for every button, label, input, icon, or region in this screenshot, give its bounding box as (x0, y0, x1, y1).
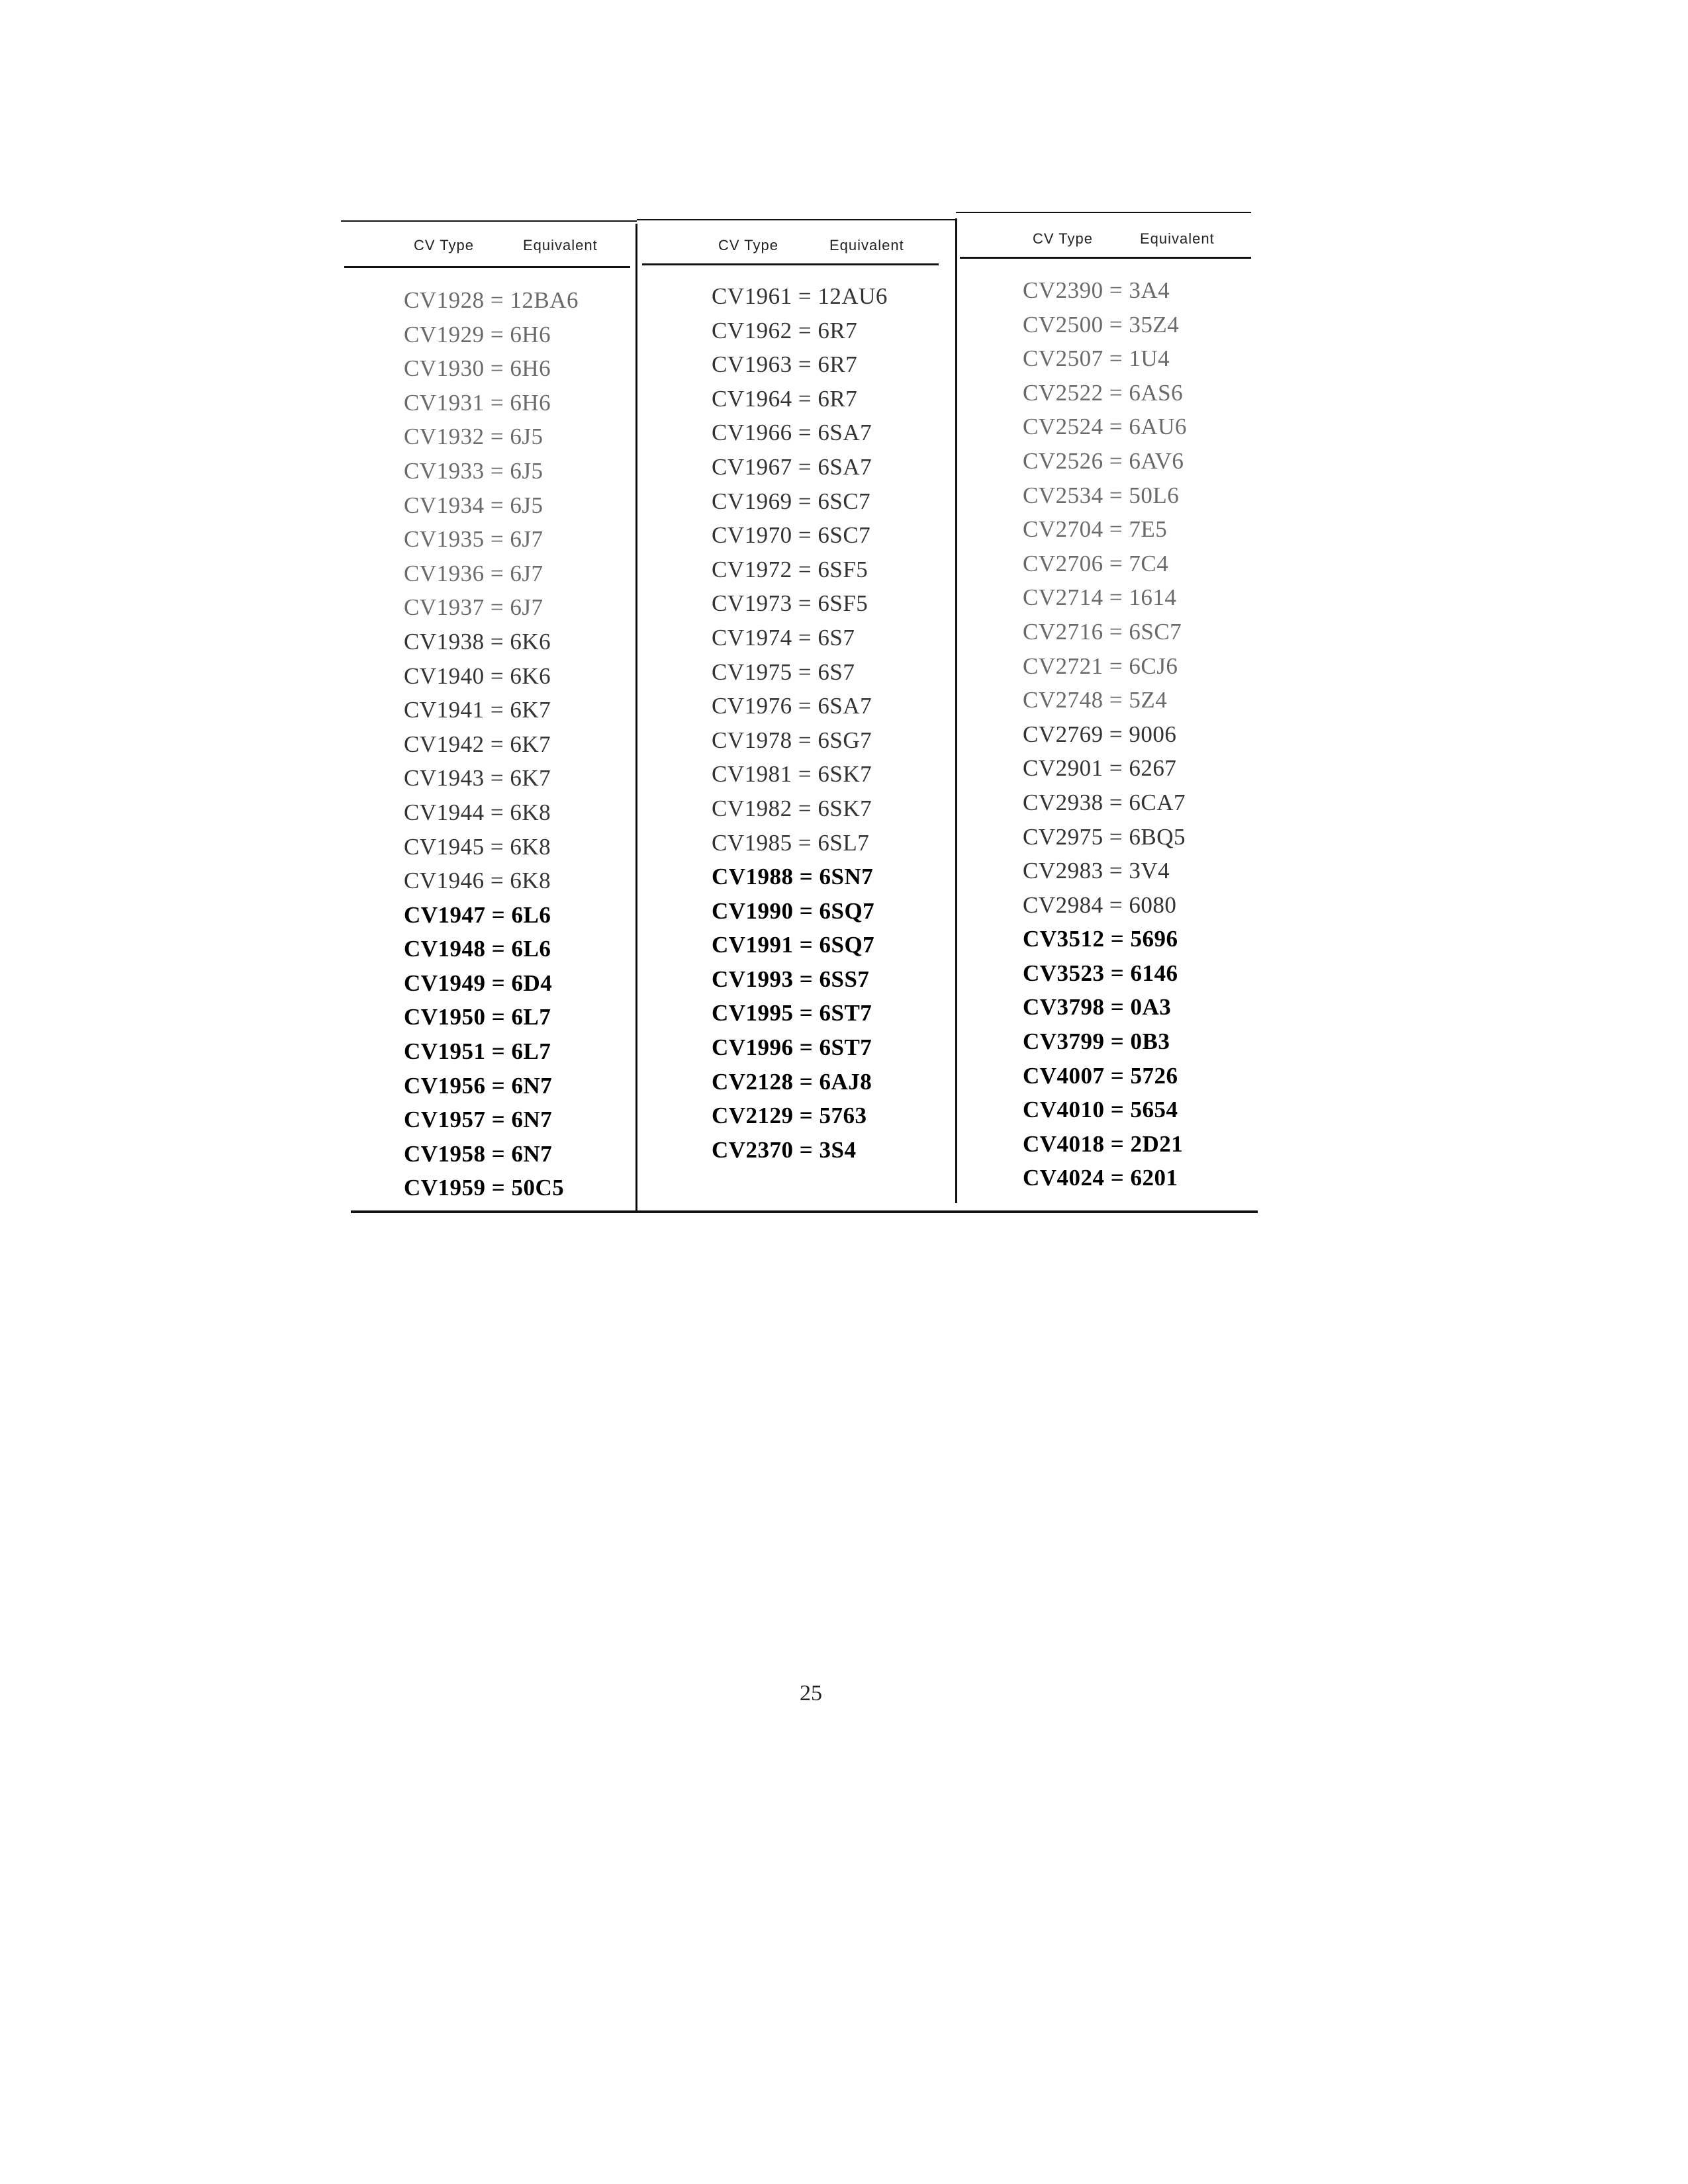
table-row: CV1988 = 6SN7 (712, 864, 874, 890)
table-row: CV1949 = 6D4 (404, 970, 553, 996)
table-row: CV2983 = 3V4 (1023, 858, 1170, 884)
table-row: CV3523 = 6146 (1023, 960, 1178, 986)
table-row: CV1990 = 6SQ7 (712, 897, 875, 924)
table-row: CV1961 = 12AU6 (712, 283, 888, 309)
table-row: CV2706 = 7C4 (1023, 550, 1169, 576)
table-row: CV1935 = 6J7 (404, 526, 543, 553)
table-row: CV1936 = 6J7 (404, 560, 543, 586)
cv-type-heading: CV Type (414, 237, 474, 253)
column-3-header (966, 212, 1271, 261)
equivalent-heading: Equivalent (523, 237, 598, 253)
table-row: CV3798 = 0A3 (1023, 994, 1172, 1021)
table-row: CV1957 = 6N7 (404, 1107, 553, 1133)
table-row: CV1931 = 6H6 (404, 389, 551, 416)
table-row: CV1962 = 6R7 (712, 317, 858, 343)
table-row: CV2748 = 5Z4 (1023, 687, 1168, 713)
table-row: CV1972 = 6SF5 (712, 556, 868, 582)
equivalent-heading: Equivalent (1140, 230, 1215, 247)
table-row: CV1967 = 6SA7 (712, 453, 872, 480)
table-row: CV1950 = 6L7 (404, 1004, 551, 1030)
table-row: CV2984 = 6080 (1023, 891, 1177, 918)
table-row: CV1932 = 6J5 (404, 424, 543, 450)
table-row: CV2704 = 7E5 (1023, 516, 1168, 543)
table-row: CV1993 = 6SS7 (712, 966, 870, 992)
table-row: CV1942 = 6K7 (404, 731, 551, 757)
table-row: CV1995 = 6ST7 (712, 1000, 872, 1026)
table-row: CV1933 = 6J5 (404, 457, 543, 484)
column-3-rows (1023, 273, 1334, 1195)
table-row: CV1963 = 6R7 (712, 351, 858, 378)
table-row: CV1970 = 6SC7 (712, 522, 871, 549)
table-row: CV1951 = 6L7 (404, 1038, 551, 1065)
table-row: CV2500 = 35Z4 (1023, 311, 1180, 338)
table-row: CV2390 = 3A4 (1023, 277, 1170, 303)
table-row: CV1944 = 6K8 (404, 799, 551, 825)
table-row: CV2716 = 6SC7 (1023, 618, 1182, 645)
column-2-rows (712, 279, 1023, 1167)
table-row: CV1938 = 6K6 (404, 628, 551, 655)
table-row: CV2769 = 9006 (1023, 721, 1177, 747)
table-row: CV2129 = 5763 (712, 1103, 867, 1129)
table-row: CV4024 = 6201 (1023, 1165, 1178, 1191)
table-row: CV3799 = 0B3 (1023, 1028, 1170, 1055)
table-row: CV2526 = 6AV6 (1023, 447, 1184, 474)
table-row: CV2524 = 6AU6 (1023, 414, 1187, 440)
table-row: CV1978 = 6SG7 (712, 727, 872, 753)
table-row: CV1982 = 6SK7 (712, 795, 872, 821)
table-row: CV1948 = 6L6 (404, 936, 551, 962)
column-2-header (652, 218, 957, 268)
table-row: CV1991 = 6SQ7 (712, 932, 875, 958)
table-row: CV1976 = 6SA7 (712, 693, 872, 719)
table-bottom-rule (351, 1210, 1258, 1213)
table-row: CV1959 = 50C5 (404, 1175, 565, 1201)
table-row: CV2522 = 6AS6 (1023, 379, 1184, 406)
table-row: CV1985 = 6SL7 (712, 829, 870, 856)
table-row: CV1973 = 6SF5 (712, 590, 868, 617)
table-row: CV2128 = 6AJ8 (712, 1068, 872, 1095)
table-row: CV1996 = 6ST7 (712, 1034, 872, 1061)
table-row: CV1945 = 6K8 (404, 833, 551, 860)
table-row: CV1958 = 6N7 (404, 1140, 553, 1167)
page-number: 25 (800, 1681, 822, 1706)
equivalent-heading: Equivalent (829, 237, 904, 253)
table-row: CV1956 = 6N7 (404, 1072, 553, 1099)
table-row: CV1940 = 6K6 (404, 662, 551, 689)
table-row: CV1966 = 6SA7 (712, 420, 872, 446)
table-row: CV2714 = 1614 (1023, 584, 1177, 611)
table-row: CV2975 = 6BQ5 (1023, 823, 1186, 850)
table-row: CV2370 = 3S4 (712, 1136, 857, 1163)
table-row: CV2901 = 6267 (1023, 755, 1177, 782)
table-row: CV4010 = 5654 (1023, 1097, 1178, 1123)
table-row: CV4007 = 5726 (1023, 1062, 1178, 1089)
column-1-header (344, 218, 649, 268)
table-row: CV1964 = 6R7 (712, 385, 858, 412)
table-row: CV2534 = 50L6 (1023, 482, 1180, 508)
table-row: CV1969 = 6SC7 (712, 488, 871, 514)
cv-type-heading: CV Type (718, 237, 778, 253)
table-row: CV4018 = 2D21 (1023, 1130, 1184, 1157)
table-row: CV1937 = 6J7 (404, 594, 543, 621)
table-row: CV1941 = 6K7 (404, 697, 551, 723)
table-row: CV1934 = 6J5 (404, 492, 543, 518)
column-1-rows (404, 283, 715, 1205)
table-row: CV1943 = 6K7 (404, 765, 551, 792)
cv-type-heading: CV Type (1033, 230, 1093, 247)
table-row: CV3512 = 5696 (1023, 926, 1178, 952)
table-row: CV2721 = 6CJ6 (1023, 653, 1178, 679)
table-row: CV1974 = 6S7 (712, 624, 855, 651)
table-row: CV1946 = 6K8 (404, 868, 551, 894)
table-row: CV1981 = 6SK7 (712, 761, 872, 788)
table-row: CV1928 = 12BA6 (404, 287, 579, 313)
table-row: CV2938 = 6CA7 (1023, 789, 1186, 815)
table-row: CV1947 = 6L6 (404, 901, 551, 928)
table-row: CV2507 = 1U4 (1023, 345, 1170, 372)
table-row: CV1929 = 6H6 (404, 321, 551, 347)
table-row: CV1975 = 6S7 (712, 659, 855, 685)
table-row: CV1930 = 6H6 (404, 355, 551, 382)
